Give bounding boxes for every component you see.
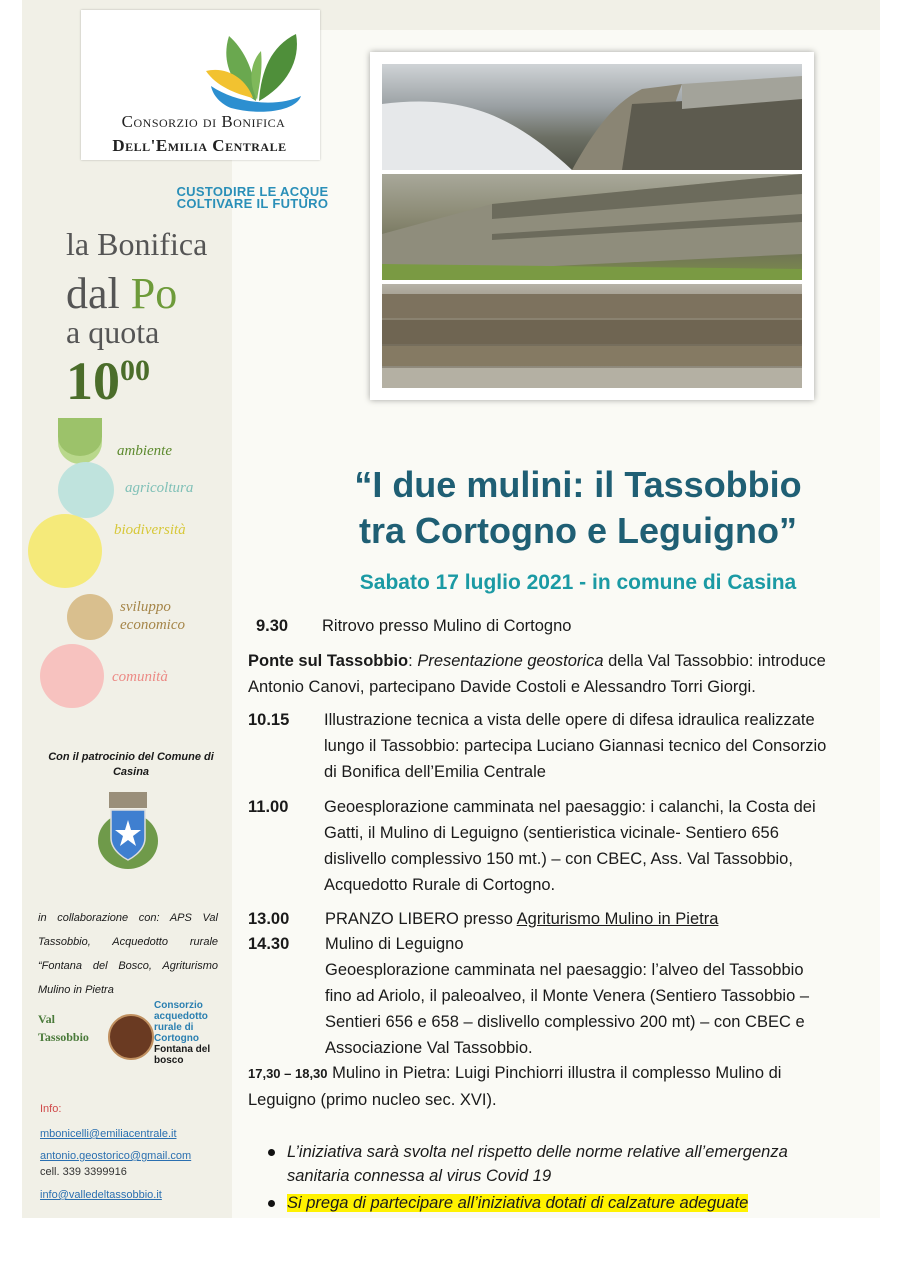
- email-antonio-text[interactable]: antonio.geostorico@gmail.com: [40, 1150, 192, 1162]
- phone-number: cell. 339 3399916: [40, 1166, 127, 1178]
- desc-1100-line: Gatti, il Mulino di Leguigno (sentieristica vicinale- Sentiero 656: [324, 824, 779, 842]
- program-1730-line-2: Leguigno (primo nucleo sec. XVI).: [248, 1091, 497, 1109]
- bullet-icon: [268, 1200, 275, 1207]
- desc-930: Ritrovo presso Mulino di Cortogno: [322, 617, 572, 635]
- note-shoes-text: Si prega di partecipare all’iniziativa dotati di calzature adeguate: [287, 1194, 749, 1212]
- desc-1430: [325, 931, 870, 1061]
- desc-1015: [324, 707, 869, 785]
- note-covid-line-2: sanitaria connessa al virus Covid 19: [287, 1167, 552, 1185]
- theme-biodiversita: biodiversità: [114, 522, 186, 538]
- desc-1015-line: di Bonifica dell’Emilia Centrale: [324, 763, 546, 781]
- photo-gabion-wall: [382, 174, 802, 280]
- desc-1100-line: Acquedotto Rurale di Cortogno.: [324, 876, 556, 894]
- desc-1430-line: Sentieri 656 e 658 – dislivello complessivo 200 mt) – con CBEC e: [325, 1013, 805, 1031]
- ponte-italic: Presentazione geostorica: [417, 652, 604, 670]
- val-tassobbio-logo: [38, 1010, 102, 1058]
- program-1730-line-1: [248, 1060, 868, 1087]
- email-mbonicelli-text[interactable]: mbonicelli@emiliacentrale.it: [40, 1128, 177, 1140]
- patronage-text: Con il patrocinio del Comune di Casina: [48, 751, 214, 778]
- time-1015: 10.15: [248, 711, 290, 729]
- tagline: [160, 186, 345, 210]
- desc-1430-line: fino ad Ariolo, il paleoalveo, il Monte Venera (Sentiero Tassobbio –: [325, 987, 810, 1005]
- photo-snowy-channel: [382, 64, 802, 170]
- email-mbonicelli-link[interactable]: [40, 1128, 177, 1140]
- note-covid: [268, 1140, 868, 1188]
- email-antonio-link[interactable]: [40, 1150, 191, 1162]
- campaign-quota-sup: 00: [120, 354, 150, 387]
- desc-1100: [324, 794, 869, 898]
- campaign-line-2: [66, 268, 177, 319]
- note-shoes-wrap: [268, 1191, 868, 1215]
- time-1100: 11.00: [248, 798, 289, 816]
- tagline-line-2: COLTIVARE IL FUTURO: [176, 196, 329, 211]
- event-title-line-2: tra Cortogno e Leguigno”: [359, 510, 797, 551]
- desc-1430-line: Geoesplorazione camminata nel paesaggio: l’alveo del Tassobbio: [325, 961, 804, 979]
- event-title: [300, 462, 856, 554]
- bullet-icon: [268, 1149, 275, 1156]
- logo-line-2: Dell'Emilia Centrale: [112, 136, 287, 155]
- desc-1300-text: PRANZO LIBERO presso: [325, 910, 517, 928]
- tagline-line-1: CUSTODIRE LE ACQUE: [176, 184, 329, 199]
- desc-1430-line: Associazione Val Tassobbio.: [325, 1039, 533, 1057]
- leaf-logo-icon: [201, 16, 311, 116]
- consorzio-acquedotto-text: Consorzio acquedotto rurale di Cortogno: [154, 1000, 208, 1044]
- campaign-line-4: [66, 350, 150, 412]
- campaign-po: Po: [130, 269, 178, 318]
- photo-stone-embankment: [382, 284, 802, 388]
- theme-sviluppo-text: sviluppo economico: [120, 599, 185, 633]
- campaign-line-1: la Bonifica: [66, 226, 208, 262]
- program-ponte: [248, 648, 868, 700]
- comunita-icon: [40, 644, 104, 708]
- info-label: Info:: [40, 1103, 62, 1115]
- val-tassobbio-text: Val Tassobbio: [38, 1012, 89, 1044]
- theme-ambiente: ambiente: [117, 443, 172, 459]
- theme-comunita: comunità: [112, 669, 168, 685]
- theme-agricoltura: agricoltura: [125, 480, 194, 496]
- program-1730: [248, 1060, 868, 1113]
- desc-1100-line: Geoesplorazione camminata nel paesaggio: i calanchi, la Costa dei: [324, 798, 816, 816]
- desc-1730-1: Mulino in Pietra: Luigi Pinchiorri illustra il complesso Mulino di: [327, 1064, 782, 1082]
- note-shoes: [268, 1191, 868, 1215]
- desc-1430-line: Mulino di Leguigno: [325, 935, 464, 953]
- event-subtitle: Sabato 17 luglio 2021 - in comune di Casina: [359, 571, 797, 594]
- stone-embankment-image: [382, 284, 802, 388]
- photo-collage: [370, 52, 814, 400]
- time-1730: 17,30 – 18,30: [248, 1066, 328, 1081]
- snowy-channel-image: [382, 64, 802, 170]
- desc-1015-line: Illustrazione tecnica a vista delle opere di difesa idraulica realizzate: [324, 711, 815, 729]
- sviluppo-icon: [67, 594, 113, 640]
- time-1430: 14.30: [248, 935, 290, 953]
- desc-1015-line: lungo il Tassobbio: partecipa Luciano Giannasi tecnico del Consorzio: [324, 737, 827, 755]
- desc-1100-line: dislivello complessivo 150 mt.) – con CBEC, Ass. Val Tassobbio,: [324, 850, 793, 868]
- ambiente-leaf-icon: [58, 418, 102, 456]
- ponte-line-1: Ponte sul Tassobbio: Presentazione geostorica della Val Tassobbio: introduce: [248, 652, 826, 670]
- event-title-line-1: “I due mulini: il Tassobbio: [354, 464, 802, 505]
- time-930: 9.30: [256, 617, 289, 635]
- note-covid-line-1: L’iniziativa sarà svolta nel rispetto delle norme relative all’emergenza: [287, 1143, 788, 1161]
- logo-line-1: Consorzio di Bonifica: [121, 112, 286, 131]
- fontana-del-bosco-text: Fontana del bosco: [154, 1044, 211, 1066]
- acquedotto-seal-icon: [108, 1014, 154, 1060]
- email-info-link[interactable]: [40, 1189, 162, 1201]
- campaign-dal: dal: [66, 269, 131, 318]
- time-1300: 13.00: [248, 910, 290, 928]
- biodiversita-icon: [28, 514, 102, 588]
- ponte-rest-1: della Val Tassobbio: introduce: [603, 652, 826, 670]
- gabion-wall-image: [382, 174, 802, 280]
- consorzio-logo: [81, 10, 320, 160]
- theme-sviluppo: [120, 598, 210, 634]
- agriturismo-link[interactable]: Agriturismo Mulino in Pietra: [516, 910, 719, 928]
- ponte-label: Ponte sul Tassobbio: [248, 652, 409, 670]
- ponte-line-2: Antonio Canovi, partecipano Davide Costoli e Alessandro Torri Giorgi.: [248, 678, 756, 696]
- desc-1300: [325, 906, 870, 932]
- collaboration-text: in collaborazione con: APS Val Tassobbio, Acquedotto rurale “Fontana del Bosco, Agriturismo Mulino in Pietra: [38, 912, 218, 996]
- campaign-line-3: a quota: [66, 314, 160, 350]
- campaign-quota: 10: [66, 351, 120, 411]
- agricoltura-icon: [58, 462, 114, 518]
- email-info-text[interactable]: info@valledeltassobbio.it: [40, 1189, 162, 1201]
- casina-coat-of-arms-icon: [95, 786, 161, 874]
- consorzio-acquedotto-logo: [154, 1000, 218, 1066]
